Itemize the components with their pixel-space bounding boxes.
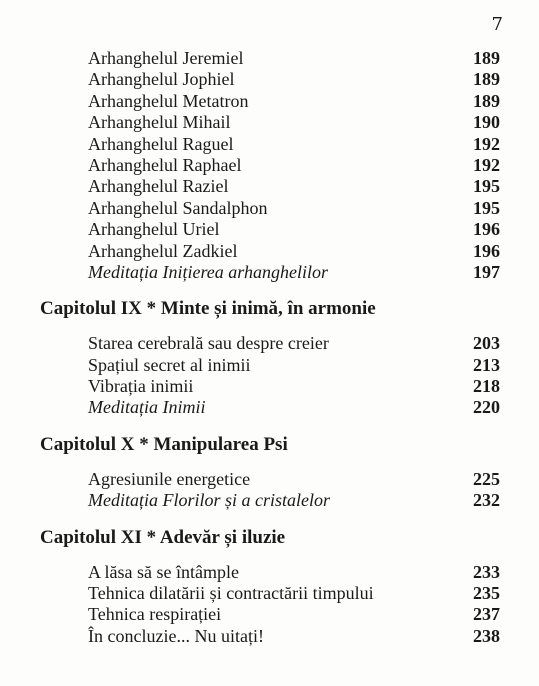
toc-entry-title: A lăsa să se întâmple: [88, 561, 239, 582]
toc-entry: [40, 376, 500, 397]
toc-entry-title: Arhanghelul Raziel: [88, 176, 229, 197]
toc-entry-page: 225: [473, 468, 500, 489]
toc-entry: [40, 469, 500, 490]
toc-entry-page: 192: [473, 133, 500, 154]
chapter-heading: Capitolul X * Manipularea Psi: [40, 433, 288, 455]
toc-entry-title: Starea cerebrală sau despre creier: [88, 333, 329, 354]
toc-entry-title: Arhanghelul Raguel: [88, 133, 234, 154]
toc-entry-page: 220: [473, 397, 500, 418]
spacer: [40, 457, 500, 469]
toc-entry-page: 232: [473, 490, 500, 511]
toc-entry-title: Arhanghelul Metatron: [88, 90, 249, 111]
toc-entry: [40, 48, 500, 69]
spacer: [40, 550, 500, 562]
toc-entry: [40, 262, 500, 283]
chapter-heading: Capitolul XI * Adevăr și iluzie: [40, 526, 286, 548]
toc-entry-page: 195: [473, 197, 500, 218]
toc-entry-title: Spațiul secret al inimii: [88, 354, 251, 375]
toc-entry-title: Arhanghelul Jophiel: [88, 69, 235, 90]
spacer: [40, 283, 500, 297]
toc-entry-title: Arhanghelul Sandalphon: [88, 197, 268, 218]
toc-entry: [40, 626, 500, 647]
toc-entry-title: Meditația Florilor și a cristalelor: [88, 490, 330, 511]
toc-entry-page: 237: [473, 604, 500, 625]
toc-entry: [40, 241, 500, 262]
toc-entry-title: Meditația Inițierea arhanghelilor: [88, 261, 328, 282]
toc-entry-page: 189: [473, 69, 500, 90]
toc-entry: [40, 134, 500, 155]
toc-entry-page: 235: [473, 583, 500, 604]
toc-entry-title: Meditația Inimii: [88, 397, 206, 418]
toc-entry-page: 190: [473, 112, 500, 133]
toc-entry-page: 233: [473, 561, 500, 582]
toc-entry: [40, 355, 500, 376]
toc-entry: [40, 333, 500, 354]
toc-entry-page: 189: [473, 90, 500, 111]
toc-entry-page: 189: [473, 48, 500, 68]
toc-entry-title: Arhanghelul Zadkiel: [88, 240, 238, 261]
toc-entry: [40, 176, 500, 197]
page-number: 7: [491, 14, 503, 35]
toc-entry: [40, 69, 500, 90]
toc-entry: [40, 198, 500, 219]
toc-entry-page: 195: [473, 176, 500, 197]
toc-entry-page: 218: [473, 376, 500, 397]
toc-entry-page: 238: [473, 625, 500, 646]
toc-entry-page: 196: [473, 219, 500, 240]
toc-entry: [40, 583, 500, 604]
spacer: [40, 419, 500, 433]
toc-entry-title: În concluzie... Nu uitați!: [88, 625, 264, 646]
toc-entry: [40, 112, 500, 133]
toc-entry-title: Arhanghelul Uriel: [88, 219, 220, 240]
toc-entry: [40, 604, 500, 625]
toc-entry-title: Tehnica dilatării și contractării timpului: [88, 583, 374, 604]
toc-entry: [40, 562, 500, 583]
spacer: [40, 512, 500, 526]
toc-entry-title: Agresiunile energetice: [88, 468, 251, 489]
toc-entry-title: Arhanghelul Raphael: [88, 154, 242, 175]
toc-entry: [40, 219, 500, 240]
toc-entry-title: Arhanghelul Jeremiel: [88, 48, 244, 68]
chapter-heading: Capitolul IX * Minte și inimă, în armonie: [40, 298, 376, 320]
toc-entry-title: Vibrația inimii: [88, 376, 194, 397]
toc-entry-page: 197: [473, 261, 500, 282]
toc-entry-title: Arhanghelul Mihail: [88, 112, 231, 133]
toc-entry: [40, 155, 500, 176]
toc-entry-page: 196: [473, 240, 500, 261]
table-of-contents: [40, 48, 500, 647]
toc-entry-page: 213: [473, 354, 500, 375]
toc-entry-title: Tehnica respirației: [88, 604, 222, 625]
toc-entry-page: 203: [473, 333, 500, 354]
spacer: [40, 321, 500, 333]
toc-entry: [40, 490, 500, 511]
toc-entry: [40, 91, 500, 112]
toc-entry-page: 192: [473, 154, 500, 175]
toc-entry: [40, 397, 500, 418]
